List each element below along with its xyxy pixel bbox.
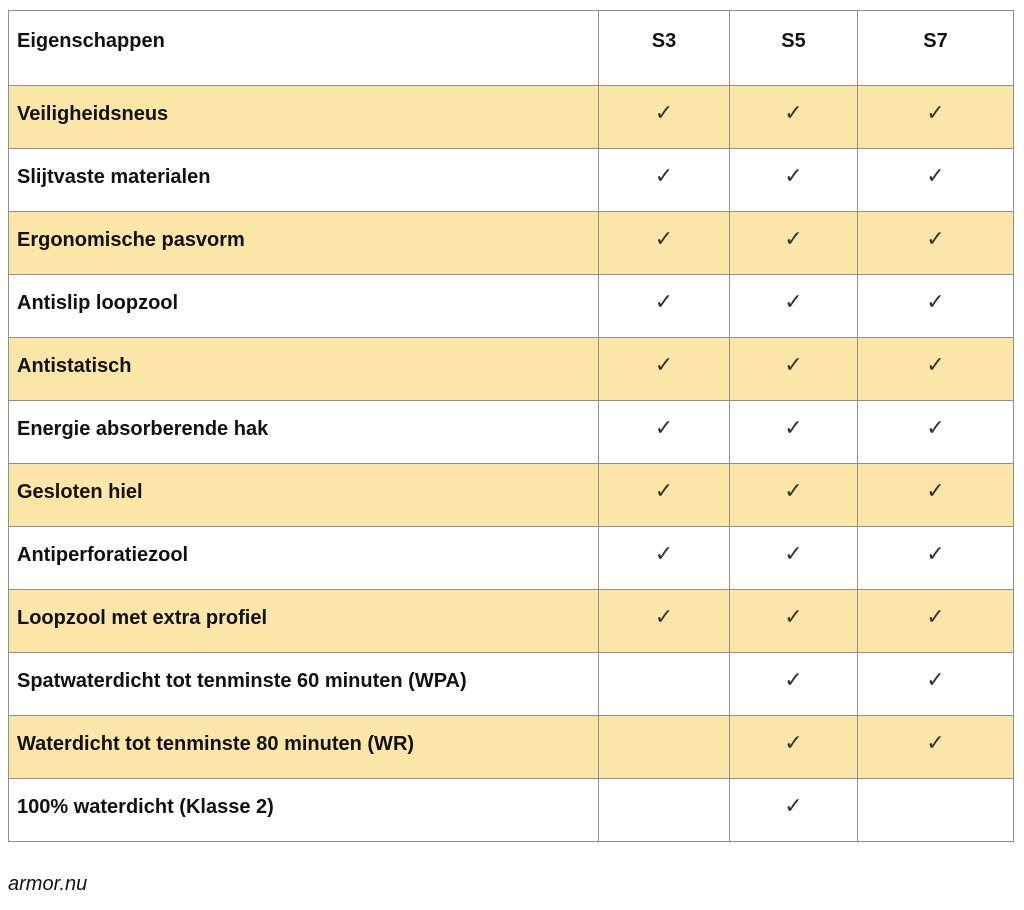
s7-cell: ✓ <box>858 464 1014 527</box>
s7-cell <box>858 779 1014 842</box>
row-label: Waterdicht tot tenminste 80 minuten (WR) <box>9 716 599 779</box>
s3-cell: ✓ <box>599 527 730 590</box>
table-row <box>9 527 1014 590</box>
s7-cell: ✓ <box>858 86 1014 149</box>
row-label: Antistatisch <box>9 338 599 401</box>
s5-cell: ✓ <box>730 716 858 779</box>
s5-cell: ✓ <box>730 86 858 149</box>
s3-cell: ✓ <box>599 86 730 149</box>
table-row <box>9 149 1014 212</box>
s7-cell: ✓ <box>858 716 1014 779</box>
header-eigenschappen: Eigenschappen <box>9 11 599 86</box>
s3-cell <box>599 716 730 779</box>
table-row <box>9 464 1014 527</box>
s7-cell: ✓ <box>858 653 1014 716</box>
row-label: Antiperforatiezool <box>9 527 599 590</box>
table-row <box>9 86 1014 149</box>
s5-cell: ✓ <box>730 275 858 338</box>
table-row <box>9 338 1014 401</box>
row-label: Antislip loopzool <box>9 275 599 338</box>
row-label: 100% waterdicht (Klasse 2) <box>9 779 599 842</box>
table-row <box>9 779 1014 842</box>
s7-cell: ✓ <box>858 338 1014 401</box>
s5-cell: ✓ <box>730 338 858 401</box>
row-label: Energie absorberende hak <box>9 401 599 464</box>
table-header-row <box>9 11 1014 86</box>
source-credit: armor.nu <box>8 873 88 895</box>
s3-cell: ✓ <box>599 338 730 401</box>
s5-cell: ✓ <box>730 464 858 527</box>
s3-cell: ✓ <box>599 401 730 464</box>
table-row <box>9 653 1014 716</box>
s3-cell <box>599 779 730 842</box>
comparison-table-container <box>8 10 1013 842</box>
s3-cell <box>599 653 730 716</box>
s7-cell: ✓ <box>858 527 1014 590</box>
header-s3: S3 <box>599 11 730 86</box>
row-label: Gesloten hiel <box>9 464 599 527</box>
row-label: Veiligheidsneus <box>9 86 599 149</box>
s3-cell: ✓ <box>599 464 730 527</box>
s7-cell: ✓ <box>858 275 1014 338</box>
header-s5: S5 <box>730 11 858 86</box>
header-s7: S7 <box>858 11 1014 86</box>
s3-cell: ✓ <box>599 590 730 653</box>
s5-cell: ✓ <box>730 212 858 275</box>
table-row <box>9 275 1014 338</box>
s5-cell: ✓ <box>730 590 858 653</box>
row-label: Slijtvaste materialen <box>9 149 599 212</box>
table-row <box>9 590 1014 653</box>
table-row <box>9 401 1014 464</box>
safety-class-comparison-table <box>8 10 1014 842</box>
table-row <box>9 212 1014 275</box>
s3-cell: ✓ <box>599 212 730 275</box>
s3-cell: ✓ <box>599 149 730 212</box>
s5-cell: ✓ <box>730 779 858 842</box>
s5-cell: ✓ <box>730 653 858 716</box>
s7-cell: ✓ <box>858 590 1014 653</box>
s7-cell: ✓ <box>858 401 1014 464</box>
s7-cell: ✓ <box>858 212 1014 275</box>
s7-cell: ✓ <box>858 149 1014 212</box>
row-label: Spatwaterdicht tot tenminste 60 minuten (WPA) <box>9 653 599 716</box>
table-row <box>9 716 1014 779</box>
s5-cell: ✓ <box>730 149 858 212</box>
row-label: Loopzool met extra profiel <box>9 590 599 653</box>
s5-cell: ✓ <box>730 401 858 464</box>
s3-cell: ✓ <box>599 275 730 338</box>
s5-cell: ✓ <box>730 527 858 590</box>
row-label: Ergonomische pasvorm <box>9 212 599 275</box>
